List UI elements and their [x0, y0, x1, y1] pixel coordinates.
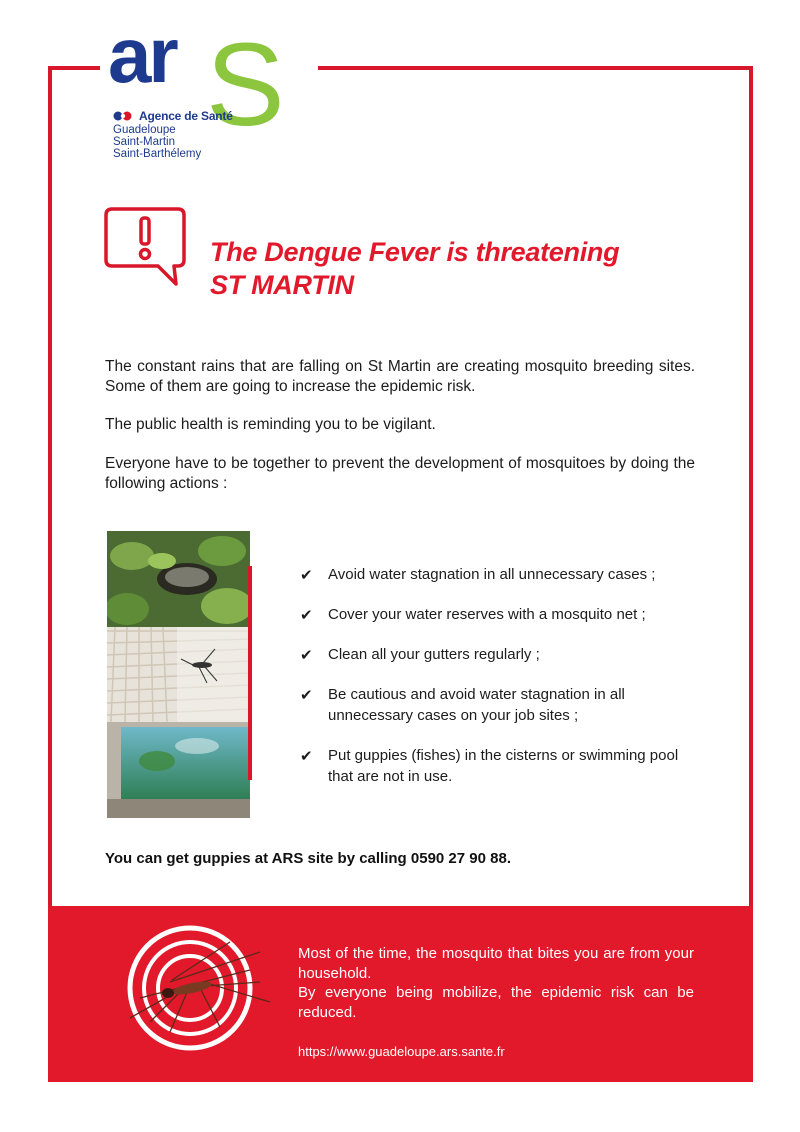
- intro-paragraph-2: The public health is reminding you to be vigilant.: [105, 416, 436, 433]
- action-item: [300, 644, 700, 665]
- page-title: [210, 236, 730, 302]
- title-line-2: ST MARTIN: [210, 270, 354, 300]
- footer-banner: [48, 906, 753, 1082]
- action-item-text: Cover your water reserves with a mosquito net ;: [328, 606, 646, 623]
- photo-pool: [107, 722, 250, 818]
- action-list: [300, 564, 700, 787]
- svg-text:ar: ar: [108, 22, 176, 99]
- illustration-photos: [107, 531, 250, 818]
- region-saint-barthelemy: Saint-Barthélemy: [113, 148, 202, 160]
- svg-text:S: S: [206, 22, 285, 134]
- action-item: [300, 604, 700, 625]
- action-item: [300, 564, 700, 585]
- footer-message: [298, 944, 694, 1022]
- photo-stagnant-container: [107, 531, 250, 627]
- action-item-text: Clean all your gutters regularly ;: [328, 646, 540, 663]
- alert-speech-bubble-icon: [104, 206, 188, 290]
- website-link[interactable]: https://www.guadeloupe.ars.sante.fr: [298, 1044, 505, 1059]
- ars-logo: [108, 22, 308, 160]
- footer-message-line-1: Most of the time, the mosquito that bites you are from your household.: [298, 945, 694, 982]
- action-item: [300, 684, 700, 726]
- check-icon: ✔: [300, 687, 313, 704]
- photo-accent-bar: [248, 566, 252, 780]
- check-icon: ✔: [300, 567, 313, 584]
- check-icon: ✔: [300, 647, 313, 664]
- agency-name: Agence de Santé: [139, 109, 233, 123]
- region-guadeloupe: Guadeloupe: [113, 124, 176, 136]
- region-saint-martin: Saint-Martin: [113, 136, 175, 148]
- check-icon: ✔: [300, 607, 313, 624]
- intro-paragraph-1: The constant rains that are falling on St Martin are creating mosquito breeding sites. Some of them are going to increase the epidemic risk.: [105, 358, 695, 395]
- action-item: [300, 745, 700, 787]
- tricolor-dots-icon: [113, 110, 137, 122]
- action-item-text: Be cautious and avoid water stagnation in all unnecessary cases on your job sites ;: [328, 686, 625, 724]
- intro-paragraph-3: Everyone have to be together to prevent the development of mosquitoes by doing the following actions :: [105, 455, 695, 492]
- no-mosquito-icon: [110, 922, 280, 1054]
- title-line-1: The Dengue Fever is threatening: [210, 237, 620, 267]
- check-icon: ✔: [300, 748, 313, 765]
- photo-mosquito-net: [107, 627, 250, 722]
- action-item-text: Put guppies (fishes) in the cisterns or swimming pool that are not in use.: [328, 747, 679, 785]
- footer-message-line-2: By everyone being mobilize, the epidemic risk can be reduced.: [298, 984, 694, 1021]
- guppies-note: You can get guppies at ARS site by calling 0590 27 90 88.: [105, 850, 511, 867]
- action-item-text: Avoid water stagnation in all unnecessary cases ;: [328, 566, 656, 583]
